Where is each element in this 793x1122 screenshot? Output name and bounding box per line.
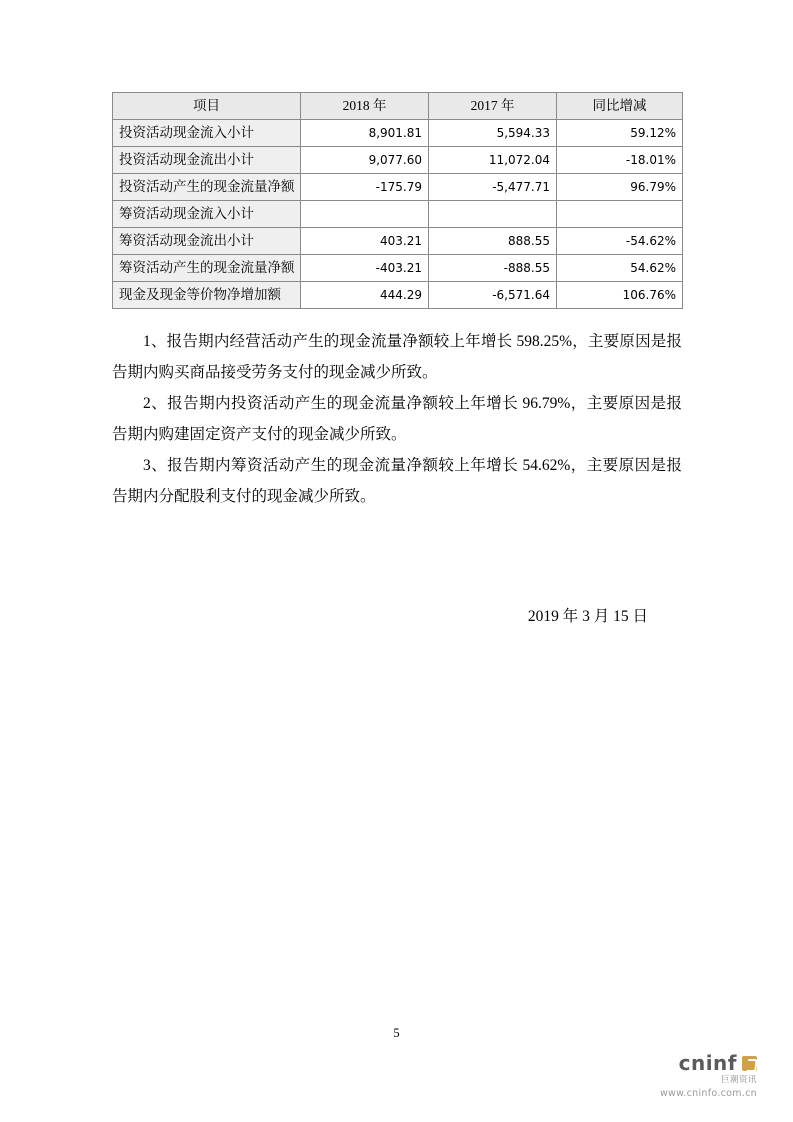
row-value-change	[557, 201, 683, 228]
table-row	[113, 255, 683, 282]
table-header-row	[113, 93, 683, 120]
note-paragraph-1: 1、报告期内经营活动产生的现金流量净额较上年增长 598.25%，主要原因是报告期内购买商品接受劳务支付的现金减少所致。	[112, 333, 682, 381]
cash-flow-table-container	[112, 92, 682, 309]
row-value-2018: -403.21	[301, 255, 429, 282]
row-label: 投资活动产生的现金流量净额	[113, 174, 301, 201]
row-label: 投资活动现金流入小计	[113, 120, 301, 147]
logo-text: cninf	[678, 1051, 737, 1076]
cninfo-mark-icon	[742, 1056, 757, 1071]
table-row	[113, 228, 683, 255]
row-label: 筹资活动产生的现金流量净额	[113, 255, 301, 282]
row-label: 现金及现金等价物净增加额	[113, 282, 301, 309]
note-paragraph-3: 3、报告期内筹资活动产生的现金流量净额较上年增长 54.62%，主要原因是报告期内分配股利支付的现金减少所致。	[112, 457, 682, 505]
table-header	[113, 93, 683, 120]
row-value-2017: 11,072.04	[429, 147, 557, 174]
row-value-2017: -5,477.71	[429, 174, 557, 201]
row-value-change: 96.79%	[557, 174, 683, 201]
logo-url: www.cninfo.com.cn	[659, 1088, 757, 1100]
row-value-2017: 5,594.33	[429, 120, 557, 147]
row-value-2018: 444.29	[301, 282, 429, 309]
table-header-change: 同比增减	[557, 93, 683, 120]
row-value-2018: 403.21	[301, 228, 429, 255]
table-header-2018: 2018 年	[301, 93, 429, 120]
row-value-change: -54.62%	[557, 228, 683, 255]
row-value-change: 54.62%	[557, 255, 683, 282]
logo-row	[660, 1052, 757, 1075]
document-date: 2019 年 3 月 15 日	[527, 608, 648, 625]
row-label: 筹资活动现金流出小计	[113, 228, 301, 255]
table-row	[113, 282, 683, 309]
table-row	[113, 201, 683, 228]
footer-logo	[660, 1052, 757, 1100]
table-row	[113, 174, 683, 201]
page-number: 5	[393, 1026, 400, 1040]
table-header-2017: 2017 年	[429, 93, 557, 120]
row-value-2018	[301, 201, 429, 228]
row-value-2017: 888.55	[429, 228, 557, 255]
row-label: 投资活动现金流出小计	[113, 147, 301, 174]
row-value-2017: -6,571.64	[429, 282, 557, 309]
row-value-change: 59.12%	[557, 120, 683, 147]
row-value-2018: 9,077.60	[301, 147, 429, 174]
table-row	[113, 120, 683, 147]
table-header-item: 项目	[113, 93, 301, 120]
note-paragraph-2: 2、报告期内投资活动产生的现金流量净额较上年增长 96.79%，主要原因是报告期内购建固定资产支付的现金减少所致。	[112, 395, 682, 443]
table-body	[113, 120, 683, 309]
row-value-2017	[429, 201, 557, 228]
logo-subtitle: 巨潮资讯	[720, 1075, 757, 1086]
row-value-2017: -888.55	[429, 255, 557, 282]
cash-flow-table	[112, 92, 683, 309]
row-label: 筹资活动现金流入小计	[113, 201, 301, 228]
explanatory-notes	[112, 326, 682, 512]
row-value-2018: 8,901.81	[301, 120, 429, 147]
row-value-change: -18.01%	[557, 147, 683, 174]
table-row	[113, 147, 683, 174]
row-value-change: 106.76%	[557, 282, 683, 309]
row-value-2018: -175.79	[301, 174, 429, 201]
